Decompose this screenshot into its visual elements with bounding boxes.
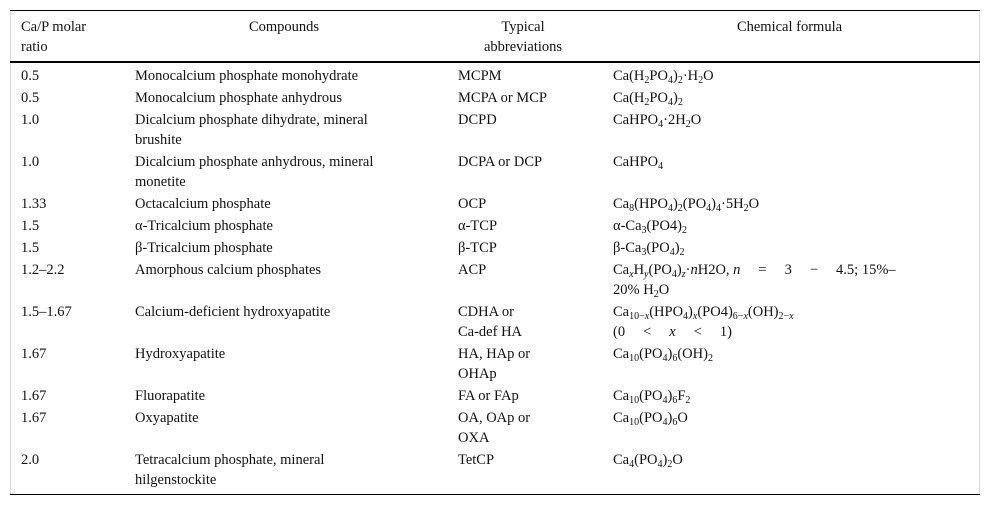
cell-compound: Monocalcium phosphate anhydrous — [135, 90, 342, 106]
cell-compound: α-Tricalcium phosphate — [135, 218, 273, 234]
header-abbr-line1: Typical — [501, 19, 545, 35]
header-abbreviations — [458, 17, 588, 57]
cell-abbreviation-line1: OA, OAp or — [458, 410, 531, 426]
header-compounds: Compounds — [248, 19, 320, 35]
cell-abbreviation-line2: Ca-def HA — [458, 324, 523, 340]
cell-compound — [135, 152, 435, 192]
cell-formula: $\beta-Ca_3(PO_4)_2$ — [613, 240, 685, 258]
cell-formula: $Ca(H_2PO_4)_2$ — [613, 90, 683, 108]
cell-abbreviation: MCPM — [458, 68, 502, 84]
cell-ratio: 1.2–2.2 — [21, 262, 65, 278]
cell-formula: $Ca_{10-x}(HPO_4)_x(PO4)_{6-x}(OH)_{2-x}$ (0 < x < 1) — [613, 304, 794, 340]
cell-compound: Octacalcium phosphate — [135, 196, 271, 212]
cell-formula: $Ca_4(PO_4)_2O$ — [613, 452, 683, 470]
cell-abbreviation: α-TCP — [458, 218, 498, 234]
cell-ratio: 1.0 — [21, 154, 40, 170]
cell-ratio: 1.33 — [21, 196, 47, 212]
table-top-rule — [10, 10, 980, 11]
cell-compound-line1: Dicalcium phosphate dihydrate, mineral — [135, 112, 368, 128]
cell-formula: $Ca_8(HPO_4)_2(PO_4)_4\cdot 5H_2O$ — [613, 196, 760, 214]
cell-abbreviation: β-TCP — [458, 240, 497, 256]
cell-compound — [135, 110, 435, 150]
cell-abbreviation-line1: CDHA or — [458, 304, 514, 320]
cell-abbreviation: TetCP — [458, 452, 495, 468]
cell-formula: $Ca_{10}(PO_4)_6(OH)_2$ — [613, 346, 713, 364]
cell-formula: CaHPO$_4$ — [613, 154, 664, 172]
cell-abbreviation: ACP — [458, 262, 487, 278]
cell-compound — [135, 450, 435, 490]
cell-abbreviation-line2: OXA — [458, 430, 490, 446]
cell-abbreviation — [458, 408, 603, 448]
cell-compound-line2: brushite — [135, 132, 182, 148]
header-ca-p-ratio — [21, 17, 121, 57]
table-header-rule — [10, 61, 980, 63]
cell-ratio: 1.5 — [21, 218, 40, 234]
cell-abbreviation — [458, 344, 603, 384]
cell-compound: β-Tricalcium phosphate — [135, 240, 273, 256]
cell-compound-line1: Dicalcium phosphate anhydrous, mineral — [135, 154, 374, 170]
header-abbr-line2: abbreviations — [483, 39, 563, 55]
cell-abbreviation-line1: HA, HAp or — [458, 346, 531, 362]
cell-compound: Hydroxyapatite — [135, 346, 226, 362]
cell-formula: $Ca_{10}(PO_4)_6F_2$ — [613, 388, 691, 406]
cell-compound: Calcium-deficient hydroxyapatite — [135, 304, 331, 320]
cell-ratio: 2.0 — [21, 452, 40, 468]
cell-compound: Amorphous calcium phosphates — [135, 262, 322, 278]
cell-formula: $\alpha-Ca_3(PO4)_2$ — [613, 218, 687, 236]
cell-compound: Monocalcium phosphate monohydrate — [135, 68, 359, 84]
cell-compound: Oxyapatite — [135, 410, 199, 426]
cell-abbreviation-line2: OHAp — [458, 366, 497, 382]
cell-compound: Fluorapatite — [135, 388, 206, 404]
cell-ratio: 1.67 — [21, 346, 47, 362]
cell-abbreviation: OCP — [458, 196, 487, 212]
cell-formula: $Ca_xH_y(PO_4)_z\cdot nH2O$, n = 3 − 4.5; 15%– 20% $H_2O$ — [613, 262, 896, 300]
cell-ratio: 1.5 — [21, 240, 40, 256]
header-ratio-line1: Ca/P molar — [21, 19, 87, 35]
table-bottom-rule — [10, 494, 980, 495]
cell-formula: $Ca(H_2PO_4)_2\cdot H_2O$ — [613, 68, 714, 86]
cell-ratio: 0.5 — [21, 68, 40, 84]
cell-compound-line1: Tetracalcium phosphate, mineral — [135, 452, 325, 468]
cell-abbreviation — [458, 302, 603, 342]
cell-formula: $Ca_{10}(PO_4)_6O$ — [613, 410, 688, 428]
cell-ratio: 1.67 — [21, 388, 47, 404]
cell-compound-line2: monetite — [135, 174, 186, 190]
cell-abbreviation: DCPA or DCP — [458, 154, 543, 170]
cell-formula: $CaHPO_4\cdot 2H_2O$ — [613, 112, 702, 130]
header-ratio-line2: ratio — [21, 39, 48, 55]
header-chemical-formula: Chemical formula — [736, 19, 843, 35]
cell-ratio: 0.5 — [21, 90, 40, 106]
cell-compound-line2: hilgenstockite — [135, 472, 217, 488]
cell-abbreviation: MCPA or MCP — [458, 90, 547, 106]
cell-abbreviation: FA or FAp — [458, 388, 519, 404]
cell-abbreviation: DCPD — [458, 112, 497, 128]
cell-ratio: 1.5–1.67 — [21, 304, 72, 320]
cell-ratio: 1.0 — [21, 112, 40, 128]
cell-ratio: 1.67 — [21, 410, 47, 426]
